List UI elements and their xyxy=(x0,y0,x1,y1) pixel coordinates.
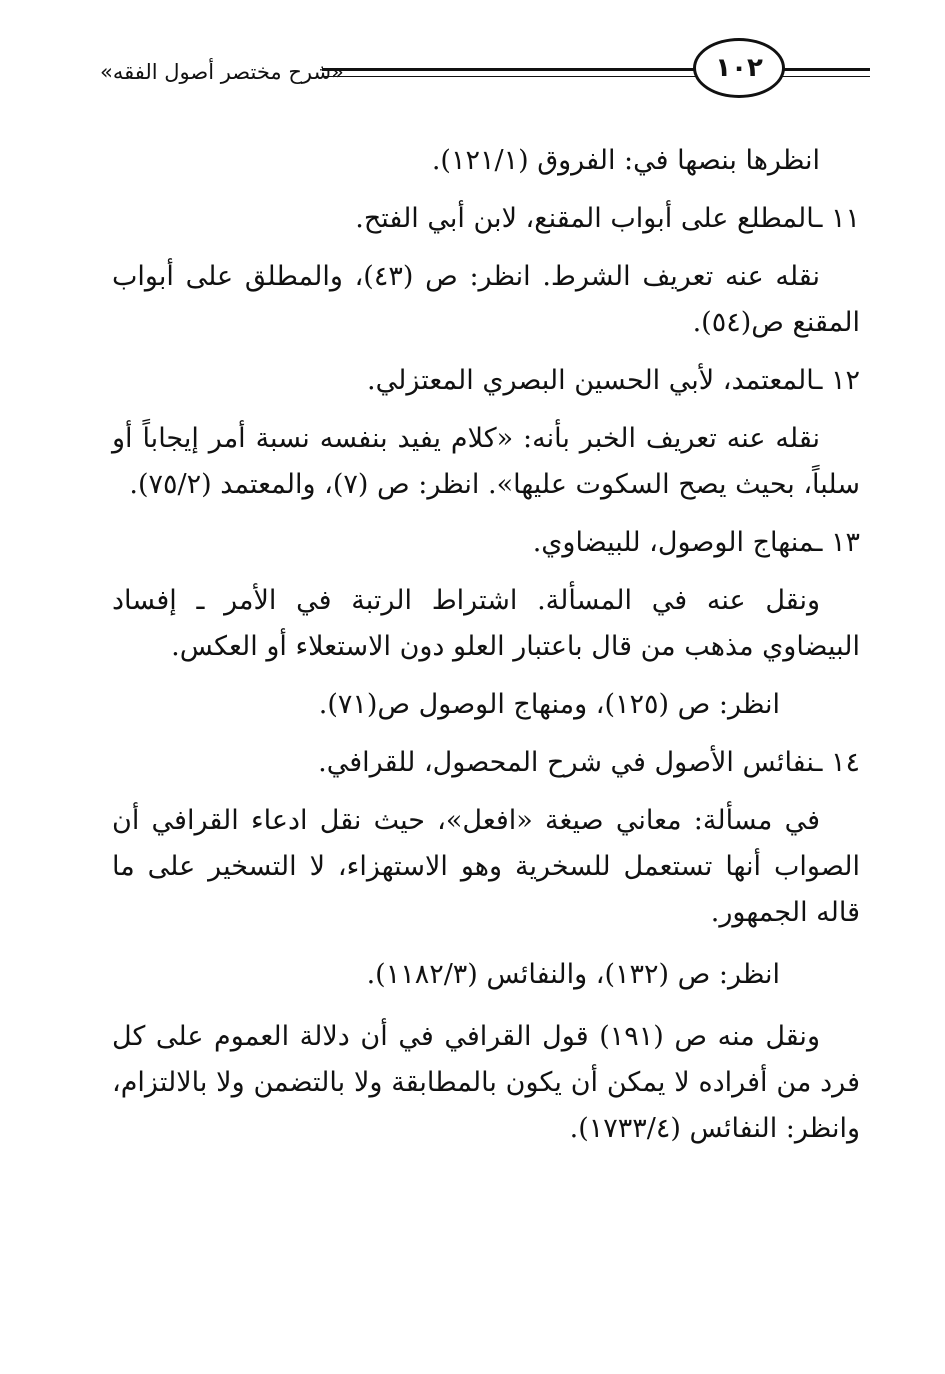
entry-heading: ١٢ ـالمعتمد، لأبي الحسين البصري المعتزلي. xyxy=(367,365,860,396)
paragraph: نقله عنه تعريف الخبر بأنه: «كلام يفيد بنفسه نسبة أمر إيجاباً أو سلباً، بحيث يصح السكوت عليها». انظر: ص (٧)، والمعتمد (٧٥/٢). xyxy=(112,423,860,500)
header-rule-right-top xyxy=(780,68,870,71)
page-header xyxy=(100,38,870,108)
paragraph: ونقل منه ص (١٩١) قول القرافي في أن دلالة العموم على كل فرد من أفراده لا يمكن أن يكون بالمطابقة ولا بالتضمن ولا بالالتزام، وانظر: النفائس (١٧٣٣/٤). xyxy=(112,1021,860,1144)
header-rule-right-bottom xyxy=(780,76,870,77)
entry-heading: ١٤ ـنفائس الأصول في شرح المحصول، للقرافي. xyxy=(318,747,860,778)
page-number: ١٠٢ xyxy=(693,38,785,98)
running-title: «شرح مختصر أصول الفقه» xyxy=(100,60,344,84)
header-rule-left-bottom xyxy=(322,76,697,77)
entry-heading: ١٣ ـمنهاج الوصول، للبيضاوي. xyxy=(532,527,860,558)
paragraph: نقله عنه تعريف الشرط. انظر: ص (٤٣)، والمطلق على أبواب المقنع ص(٥٤). xyxy=(112,261,860,338)
reference-line: انظر: ص (١٢٥)، ومنهاج الوصول ص(٧١). xyxy=(318,689,780,720)
entry-heading: ١١ ـالمطلع على أبواب المقنع، لابن أبي الفتح. xyxy=(355,203,860,234)
reference-line: انظر: ص (١٣٢)، والنفائس (١١٨٢/٣). xyxy=(366,959,780,990)
paragraph: في مسألة: معاني صيغة «افعل»، حيث نقل ادعاء القرافي أن الصواب أنها تستعمل للسخرية وهو الاستهزاء، لا التسخير على ما قاله الجمهور. xyxy=(112,805,860,928)
page-body xyxy=(112,138,860,1152)
paragraph: انظرها بنصها في: الفروق (١٢١/١). xyxy=(431,145,820,176)
paragraph: ونقل عنه في المسألة. اشتراط الرتبة في الأمر ـ إفساد البيضاوي مذهب من قال باعتبار العلو دون الاستعلاء أو العكس. xyxy=(112,585,860,662)
header-rule-left-top xyxy=(322,68,697,71)
